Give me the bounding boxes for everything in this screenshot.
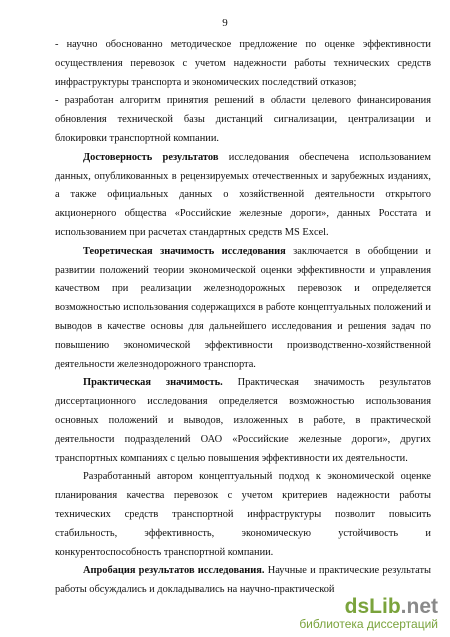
watermark-subtitle: библиотека диссертаций [299, 617, 438, 631]
paragraph-theoretical-significance [55, 243, 431, 375]
body-text [55, 36, 431, 600]
paragraph-text: Научные и практические результаты работы обсуждались и докладывались на научно-практической [55, 565, 431, 596]
paragraph-text: заключается в обобщении и развитии положений теории экономической оценки эффективности и управления качеством при реализации железнодорожных перевозок и определяется возможностью использования содержащихся в работе концептуальных положений и выводов в качестве основы для дальнейшего исследования и решения задач по повышению экономической эффективности производственно-хозяйственной деятельности железнодорожного транспорта. [55, 245, 431, 370]
paragraph-text: исследования обеспечена использованием данных, опубликованных в рецензируемых отечественных и зарубежных изданиях, а также официальных данных о хозяйственной деятельности открытого акционерного общества «Российские железные дороги», данных Росстата и использованием при расчетах стандартных средств MS Excel. [55, 151, 431, 238]
paragraph-dash-1 [55, 36, 431, 92]
paragraph-text: Разработанный автором концептуальный подход к экономической оценке планирования качества перевозок с учетом критериев надежности работы технических средств транспортной инфраструктуры позволит повысить стабильность, эффективность, экономическую устойчивость и конкурентоспособность транспортной компании. [55, 471, 431, 558]
paragraph-reliability [55, 149, 431, 243]
paragraph-heading: Практическая значимость. [83, 377, 223, 389]
paragraph-dash-2 [55, 92, 431, 148]
paragraph-heading: Апробация результатов исследования. [83, 565, 265, 577]
watermark-logo [299, 596, 438, 631]
paragraph-practical-significance [55, 374, 431, 468]
watermark-brand-domain: .net [400, 595, 438, 618]
paragraph-text: - разработан алгоритм принятия решений в области целевого финансирования обновления технической базы дистанций сигнализации, централизации и блокировки транспортной компании. [55, 95, 431, 144]
paragraph-text: Практическая значимость результатов диссертационного исследования определяется возможностью использования основных положений и выводов, изложенных в работе, в практической деятельности подразделений ОАО «Российские железные дороги», других транспортных компаниях с целью повышения эффективности их деятельности. [55, 377, 431, 464]
paragraph-heading: Теоретическая значимость исследования [83, 245, 286, 257]
page-number: 9 [222, 17, 228, 29]
watermark-brand-main: dsLib [344, 595, 401, 618]
paragraph-heading: Достоверность результатов [83, 151, 219, 163]
paragraph-conceptual-approach [55, 468, 431, 562]
paragraph-text: - научно обоснованно методическое предложение по оценке эффективности осуществления перевозок с учетом надежности работы технических средств инфраструктуры транспорта и экономических последствий отказов; [55, 39, 431, 88]
watermark-brand [299, 596, 438, 618]
